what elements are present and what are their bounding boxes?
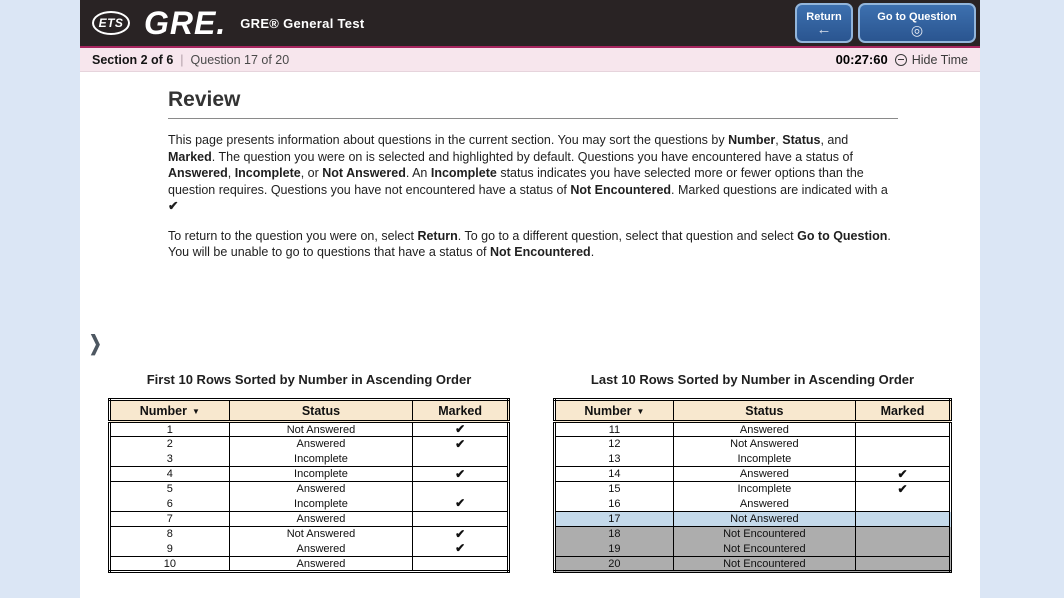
return-button-label: Return [806, 11, 842, 23]
cell-number: 14 [555, 467, 674, 482]
marked-check-icon: ✔ [455, 526, 466, 541]
cell-status: Incomplete [673, 452, 855, 467]
column-header-status[interactable] [229, 400, 413, 422]
text-segment: . An [405, 166, 431, 180]
section-indicator: Section 2 of 6 [92, 52, 174, 67]
marked-check-icon: ✔ [455, 541, 466, 556]
sort-arrow-icon: ▼ [636, 406, 645, 416]
cell-marked [855, 497, 950, 512]
question-row-5[interactable] [110, 482, 509, 497]
cell-status: Incomplete [229, 497, 413, 512]
question-row-11[interactable] [555, 422, 951, 437]
text-segment: . The question you were on is selected and highlighted by default. Questions you have encountered have a status of [211, 149, 853, 164]
emphasized-text: Incomplete [234, 166, 301, 180]
question-row-4[interactable] [110, 467, 509, 482]
cell-status: Not Encountered [673, 557, 855, 572]
text-segment: This page presents information about questions in the current section. You may sort the questions by [168, 133, 729, 147]
cell-number: 17 [555, 512, 674, 527]
cell-status: Answered [673, 467, 855, 482]
cell-number: 2 [110, 437, 230, 452]
text-segment: status indicates you have selected more or fewer options than the question requires. Questions you have not encountered have a status of [168, 166, 864, 197]
cell-status: Not Answered [229, 422, 413, 437]
column-header-marked[interactable] [413, 400, 509, 422]
last-rows-table [553, 398, 952, 573]
cell-number: 16 [555, 497, 674, 512]
text-segment: , and [820, 133, 849, 147]
cell-marked [855, 527, 950, 542]
cell-marked [855, 422, 950, 437]
first-rows-table [108, 398, 510, 573]
sort-arrow-icon: ▼ [192, 406, 200, 416]
cell-number: 4 [110, 467, 230, 482]
cell-number: 18 [555, 527, 674, 542]
column-header-number[interactable] [110, 400, 230, 422]
column-header-label: Marked [880, 403, 925, 418]
marked-check-icon: ✔ [455, 496, 466, 511]
cell-marked [413, 512, 509, 527]
cell-number: 6 [110, 497, 230, 512]
marked-check-icon: ✔ [455, 422, 466, 436]
cell-status: Incomplete [229, 452, 413, 467]
expand-panel-chevron-icon[interactable]: ❯ [89, 332, 102, 356]
question-row-6[interactable] [110, 497, 509, 512]
cell-marked [413, 437, 509, 452]
cell-marked [413, 542, 509, 557]
question-row-1[interactable] [110, 422, 509, 437]
cell-status: Incomplete [673, 482, 855, 497]
question-row-2[interactable] [110, 437, 509, 452]
cell-number: 11 [555, 422, 674, 437]
cell-marked [855, 482, 950, 497]
section-progress [92, 53, 289, 67]
column-header-status[interactable] [673, 400, 855, 422]
cell-number: 8 [110, 527, 230, 542]
cell-marked [855, 512, 950, 527]
cell-status: Not Answered [673, 437, 855, 452]
cell-status: Answered [229, 512, 413, 527]
cell-number: 1 [110, 422, 230, 437]
question-indicator: Question 17 of 20 [190, 52, 290, 67]
review-page [80, 72, 980, 597]
emphasized-text: Not Encountered [490, 245, 591, 259]
question-row-13[interactable] [555, 452, 951, 467]
ets-logo: ETS [92, 11, 130, 35]
cell-status: Not Encountered [673, 542, 855, 557]
emphasized-text: Number [728, 133, 776, 147]
question-row-8[interactable] [110, 527, 509, 542]
column-header-label: Number [584, 403, 632, 418]
app-header [80, 0, 980, 46]
cell-marked [855, 542, 950, 557]
cell-number: 5 [110, 482, 230, 497]
go-to-question-button[interactable] [858, 3, 976, 43]
cell-number: 7 [110, 512, 230, 527]
first-rows-table-block [108, 372, 510, 573]
cell-marked [855, 437, 950, 452]
review-paragraph-1 [168, 132, 898, 215]
cell-number: 19 [555, 542, 674, 557]
column-header-label: Marked [438, 403, 482, 418]
return-button[interactable] [795, 3, 853, 43]
question-row-18 [555, 527, 951, 542]
bullseye-icon: ◎ [910, 21, 924, 38]
column-header-label: Status [745, 403, 784, 418]
cell-marked [413, 467, 509, 482]
column-header-label: Number [139, 403, 187, 418]
text-segment: , [227, 166, 235, 180]
marked-check-icon: ✔ [897, 466, 908, 481]
column-header-number[interactable] [555, 400, 674, 422]
question-row-17[interactable] [555, 512, 951, 527]
cell-number: 3 [110, 452, 230, 467]
section-bar [80, 48, 980, 72]
question-row-15[interactable] [555, 482, 951, 497]
question-row-19 [555, 542, 951, 557]
cell-marked [413, 452, 509, 467]
cell-status: Not Encountered [673, 527, 855, 542]
cell-marked [413, 422, 509, 437]
cell-marked [413, 497, 509, 512]
emphasized-text: Status [782, 133, 821, 147]
last-rows-table-title: Last 10 Rows Sorted by Number in Ascending Order [590, 372, 915, 387]
emphasized-text: Not Answered [322, 166, 406, 180]
cell-status: Answered [229, 482, 413, 497]
page-title: Review [168, 88, 898, 119]
column-header-marked[interactable] [855, 400, 950, 422]
column-header-label: Status [301, 403, 341, 418]
table-header-row [110, 400, 509, 422]
cell-number: 9 [110, 542, 230, 557]
go-to-question-button-label: Go to Question [877, 10, 957, 23]
question-row-10[interactable] [110, 557, 509, 572]
cell-marked [413, 482, 509, 497]
cell-number: 10 [110, 557, 230, 572]
text-segment: . You will be unable to go to questions that have a status of [168, 228, 891, 259]
marked-check-icon: ✔ [897, 481, 908, 496]
last-rows-table-block [553, 372, 952, 573]
cell-status: Answered [229, 437, 413, 452]
text-segment: . [590, 245, 595, 259]
cell-status: Incomplete [229, 467, 413, 482]
brand-group [92, 7, 365, 39]
timer: 00:27:60 [835, 52, 888, 67]
timer-group [836, 52, 968, 67]
emphasized-text: Incomplete [430, 166, 497, 180]
hide-time-label: Hide Time [911, 52, 968, 67]
cell-marked [413, 557, 509, 572]
hide-time-icon [895, 54, 907, 66]
cell-status: Answered [229, 557, 413, 572]
question-row-16[interactable] [555, 497, 951, 512]
cell-number: 15 [555, 482, 674, 497]
marked-check-icon: ✔ [455, 436, 466, 451]
question-row-20 [555, 557, 951, 572]
header-buttons [795, 3, 978, 43]
marked-check-icon: ✔ [455, 466, 466, 481]
question-row-7[interactable] [110, 512, 509, 527]
section-pipe: | [180, 52, 184, 67]
cell-status: Answered [229, 542, 413, 557]
question-row-3[interactable] [110, 452, 509, 467]
emphasized-text: Return [417, 228, 458, 243]
question-row-9[interactable] [110, 542, 509, 557]
emphasized-text: Answered [168, 166, 228, 180]
cell-number: 20 [555, 557, 674, 572]
cell-marked [855, 452, 950, 467]
emphasized-text: Not Encountered [570, 182, 672, 197]
test-window [80, 0, 980, 598]
question-row-12[interactable] [555, 437, 951, 452]
left-arrow-icon: ← [816, 21, 832, 38]
text-segment: , [775, 133, 783, 147]
cell-status: Answered [673, 422, 855, 437]
cell-number: 12 [555, 437, 674, 452]
cell-marked [855, 467, 950, 482]
cell-status: Not Answered [229, 527, 413, 542]
cell-status: Answered [673, 497, 855, 512]
hide-time-toggle[interactable] [895, 53, 968, 67]
text-segment: To return to the question you were on, select [168, 228, 418, 243]
table-header-row [555, 400, 951, 422]
cell-marked [413, 527, 509, 542]
text-segment: , or [300, 166, 323, 180]
cell-status: Not Answered [673, 512, 855, 527]
review-paragraph-2 [168, 228, 898, 261]
text-segment: . Marked questions are indicated with a [671, 182, 888, 197]
cell-marked [855, 557, 950, 572]
gre-logo: GRE. [144, 5, 227, 41]
emphasized-text: Marked [168, 149, 212, 164]
review-instructions [168, 88, 898, 261]
first-rows-table-title: First 10 Rows Sorted by Number in Ascending Order [146, 372, 472, 387]
question-row-14[interactable] [555, 467, 951, 482]
text-segment: . To go to a different question, select that question and select [457, 228, 798, 243]
emphasized-text: Go to Question [797, 228, 888, 243]
emphasized-text: ✔ [168, 199, 179, 213]
cell-number: 13 [555, 452, 674, 467]
app-title: GRE® General Test [240, 15, 365, 31]
